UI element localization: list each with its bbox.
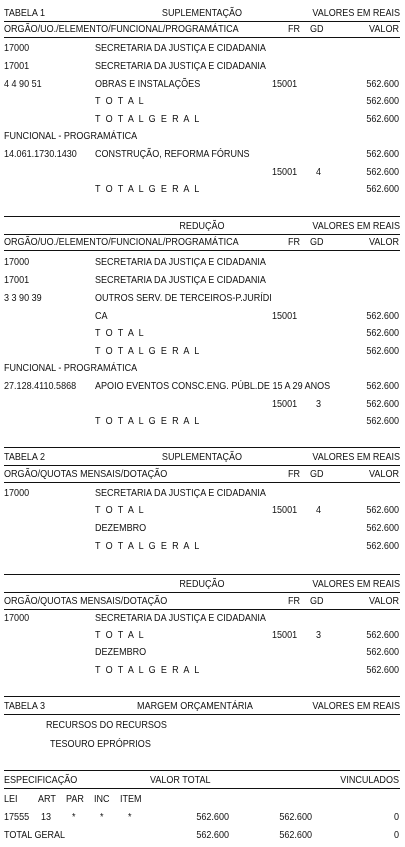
divider xyxy=(4,714,400,715)
column-header-fr: FR xyxy=(288,23,301,35)
recursos-header: RECURSOS DO RECURSOS xyxy=(46,719,167,731)
total-geral-value: 562.600 xyxy=(366,183,399,195)
total-geral-valor-total: 562.600 xyxy=(196,829,229,841)
total-geral-label: T O T A L G E R A L xyxy=(95,540,201,552)
column-header-gd: GD xyxy=(310,23,324,35)
amount-value: 562.600 xyxy=(366,166,399,178)
funcional-code: 27.128.4110.5868 xyxy=(4,380,77,392)
funcional-value: 562.600 xyxy=(366,380,399,392)
org-description: SECRETARIA DA JUSTIÇA E CIDADANIA xyxy=(95,612,266,624)
uo-description: SECRETARIA DA JUSTIÇA E CIDADANIA xyxy=(95,274,266,286)
element-description: OUTROS SERV. DE TERCEIROS-P.JURÍDI xyxy=(95,292,272,304)
column-header-art: ART xyxy=(38,793,56,805)
vinculados-value: 0 xyxy=(393,811,399,823)
total-geral-value: 562.600 xyxy=(366,415,399,427)
divider xyxy=(4,37,400,38)
fr-value: 15001 xyxy=(272,629,298,641)
divider xyxy=(4,574,400,575)
total-value: 562.600 xyxy=(366,629,399,641)
total-value: 562.600 xyxy=(366,504,399,516)
section-title-suplementacao: SUPLEMENTAÇÃO xyxy=(161,7,243,19)
total-value: 562.600 xyxy=(366,327,399,339)
amount-value: 562.600 xyxy=(366,310,399,322)
valores-em-reais-header: VALORES EM REAIS xyxy=(312,220,400,232)
uo-code: 17001 xyxy=(4,60,30,72)
column-header-lei: LEI xyxy=(4,793,18,805)
divider xyxy=(4,788,400,789)
divider xyxy=(4,447,400,448)
column-header-orgao: ORGÃO/UO./ELEMENTO/FUNCIONAL/PROGRAMÁTICA xyxy=(4,23,239,35)
funcional-header: FUNCIONAL - PROGRAMÁTICA xyxy=(4,362,138,374)
element-code: 4 4 90 51 xyxy=(4,78,42,90)
total-geral-value: 562.600 xyxy=(366,540,399,552)
column-header-fr: FR xyxy=(288,468,301,480)
total-geral-label: T O T A L G E R A L xyxy=(95,415,201,427)
fr-value: 15001 xyxy=(272,166,298,178)
org-code: 17000 xyxy=(4,42,30,54)
section-title-margem: MARGEM ORÇAMENTÁRIA xyxy=(137,700,253,712)
valores-em-reais-header: VALORES EM REAIS xyxy=(312,7,400,19)
total-geral-label: T O T A L G E R A L xyxy=(95,113,201,125)
total-geral-label: T O T A L G E R A L xyxy=(95,345,201,357)
org-description: SECRETARIA DA JUSTIÇA E CIDADANIA xyxy=(95,487,266,499)
par-value: * xyxy=(72,811,76,823)
gd-value: 4 xyxy=(316,166,322,178)
element-description: OBRAS E INSTALAÇÕES xyxy=(95,78,201,90)
column-header-especificacao: ESPECIFICAÇÃO xyxy=(4,774,78,786)
valores-em-reais-header: VALORES EM REAIS xyxy=(312,700,400,712)
column-header-gd: GD xyxy=(310,595,324,607)
total-label: T O T A L xyxy=(95,504,146,516)
column-header-gd: GD xyxy=(310,468,324,480)
fr-value: 15001 xyxy=(272,310,298,322)
amount-value: 562.600 xyxy=(366,78,399,90)
column-header-fr: FR xyxy=(288,595,301,607)
column-header-valor: VALOR xyxy=(369,236,399,248)
fr-value: 15001 xyxy=(272,78,298,90)
column-header-inc: INC xyxy=(94,793,110,805)
org-code: 17000 xyxy=(4,256,30,268)
column-header-valor: VALOR xyxy=(369,468,399,480)
column-header-valor: VALOR xyxy=(369,23,399,35)
total-geral-value: 562.600 xyxy=(366,345,399,357)
month-label: DEZEMBRO xyxy=(95,522,147,534)
uo-code: 17001 xyxy=(4,274,30,286)
org-code: 17000 xyxy=(4,487,30,499)
recursos-subheader: TESOURO EPRÓPRIOS xyxy=(50,738,151,750)
section-title-reducao: REDUÇÃO xyxy=(179,220,225,232)
total-label: T O T A L xyxy=(95,95,146,107)
column-header-gd: GD xyxy=(310,236,324,248)
column-header-orgao-quotas: ORGÃO/QUOTAS MENSAIS/DOTAÇÃO xyxy=(4,468,168,480)
section-title-reducao: REDUÇÃO xyxy=(179,578,225,590)
divider xyxy=(4,482,400,483)
art-value: 13 xyxy=(41,811,52,823)
recursos-value: 562.600 xyxy=(279,811,312,823)
valor-total-value: 562.600 xyxy=(196,811,229,823)
column-header-fr: FR xyxy=(288,236,301,248)
fr-value: 15001 xyxy=(272,504,298,516)
lei-value: 17555 xyxy=(4,811,30,823)
valores-em-reais-header: VALORES EM REAIS xyxy=(312,451,400,463)
funcional-header: FUNCIONAL - PROGRAMÁTICA xyxy=(4,130,138,142)
column-header-par: PAR xyxy=(66,793,84,805)
org-description: SECRETARIA DA JUSTIÇA E CIDADANIA xyxy=(95,42,266,54)
divider xyxy=(4,592,400,593)
total-value: 562.600 xyxy=(366,95,399,107)
divider xyxy=(4,216,400,217)
total-geral-vinculados: 0 xyxy=(393,829,399,841)
element-code: 3 3 90 39 xyxy=(4,292,42,304)
gd-value: 3 xyxy=(316,398,322,410)
org-code: 17000 xyxy=(4,612,30,624)
column-header-valor: VALOR xyxy=(369,595,399,607)
divider xyxy=(4,770,400,771)
month-value: 562.600 xyxy=(366,646,399,658)
total-label: T O T A L xyxy=(95,629,146,641)
valores-em-reais-header: VALORES EM REAIS xyxy=(312,578,400,590)
table3-label: TABELA 3 xyxy=(4,700,45,712)
amount-value: 562.600 xyxy=(366,398,399,410)
divider xyxy=(4,250,400,251)
total-geral-value: 562.600 xyxy=(366,113,399,125)
org-description: SECRETARIA DA JUSTIÇA E CIDADANIA xyxy=(95,256,266,268)
total-geral-recursos: 562.600 xyxy=(279,829,312,841)
gd-value: 4 xyxy=(316,504,322,516)
fr-value: 15001 xyxy=(272,398,298,410)
funcional-description: CONSTRUÇÃO, REFORMA FÓRUNS xyxy=(95,148,250,160)
section-title-suplementacao: SUPLEMENTAÇÃO xyxy=(161,451,243,463)
divider xyxy=(4,234,400,235)
divider xyxy=(4,21,400,22)
divider xyxy=(4,609,400,610)
element-description-continued: CA xyxy=(95,310,108,322)
column-header-vinculados: VINCULADOS xyxy=(340,774,399,786)
uo-description: SECRETARIA DA JUSTIÇA E CIDADANIA xyxy=(95,60,266,72)
total-label: T O T A L xyxy=(95,327,146,339)
total-geral-label: T O T A L G E R A L xyxy=(95,183,201,195)
month-label: DEZEMBRO xyxy=(95,646,147,658)
total-geral-label: T O T A L G E R A L xyxy=(95,664,201,676)
column-header-orgao: ORGÃO/UO./ELEMENTO/FUNCIONAL/PROGRAMÁTICA xyxy=(4,236,239,248)
divider xyxy=(4,465,400,466)
gd-value: 3 xyxy=(316,629,322,641)
funcional-description: APOIO EVENTOS CONSC.ENG. PÚBL.DE 15 A 29 ANOS xyxy=(95,380,331,392)
column-header-valor-total: VALOR TOTAL xyxy=(150,774,211,786)
table1-label: TABELA 1 xyxy=(4,7,45,19)
month-value: 562.600 xyxy=(366,522,399,534)
total-geral-label: TOTAL GERAL xyxy=(4,829,66,841)
column-header-orgao-quotas: ORGÃO/QUOTAS MENSAIS/DOTAÇÃO xyxy=(4,595,168,607)
funcional-code: 14.061.1730.1430 xyxy=(4,148,77,160)
funcional-value: 562.600 xyxy=(366,148,399,160)
table2-label: TABELA 2 xyxy=(4,451,45,463)
inc-value: * xyxy=(100,811,104,823)
total-geral-value: 562.600 xyxy=(366,664,399,676)
column-header-item: ITEM xyxy=(120,793,142,805)
divider xyxy=(4,696,400,697)
item-value: * xyxy=(128,811,132,823)
